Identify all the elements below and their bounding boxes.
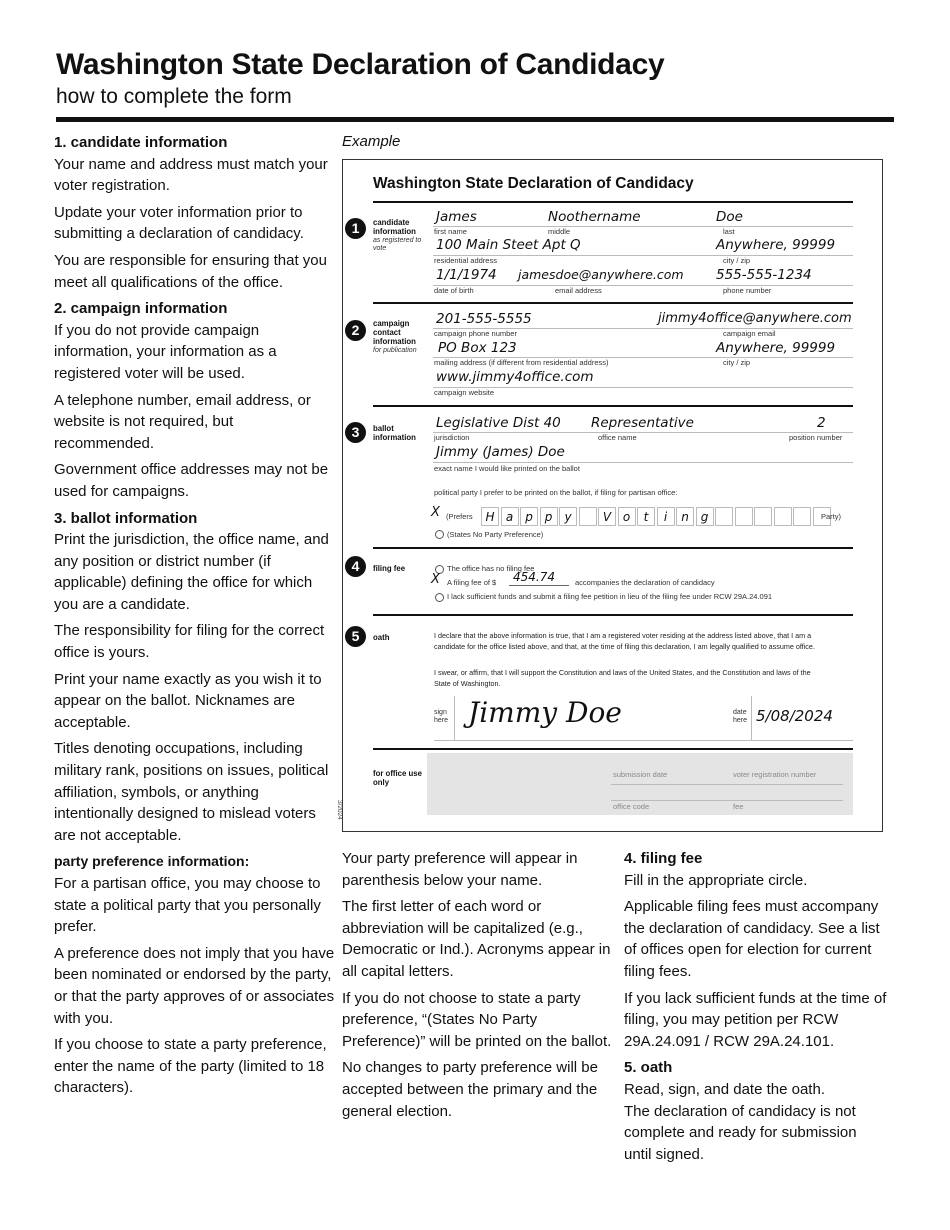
city-caption: city / zip — [723, 256, 751, 265]
fee-caption: fee — [733, 802, 744, 811]
paragraph: Your party preference will appear in parenthesis below your name. — [342, 850, 578, 889]
paragraph: Update your voter information prior to submitting a declaration of candidacy. — [54, 203, 304, 243]
section-heading-candidate: 1. candidate information — [54, 134, 228, 151]
party-suffix: Party) — [821, 512, 842, 521]
paragraph: Read, sign, and date the oath. — [624, 1080, 825, 1098]
fee-option-amount-label: A filing fee of $ — [447, 578, 497, 587]
radio-circle — [435, 593, 444, 602]
section-heading-filing-fee: 4. filing fee — [624, 850, 703, 867]
paragraph: Print the jurisdiction, the office name, and any position or district number (if applicable) defining the office for which you are a candidate. — [54, 531, 329, 613]
section-heading-campaign: 2. campaign information — [54, 300, 228, 318]
dob-value: 1/1/1974 — [436, 267, 497, 283]
paragraph: If you choose to state a party preference, enter the name of the party (limited to 18 characters). — [54, 1036, 327, 1097]
voter-registration-caption: voter registration number — [733, 770, 817, 779]
section-label: candidate information — [373, 218, 416, 236]
field-line — [751, 696, 752, 740]
section-sublabel: for publication — [373, 347, 417, 354]
paragraph: If you lack sufficient funds at the time of filing, you may petition per RCW 29A.24.091 / RCW 29A.24.101. — [624, 989, 887, 1050]
paragraph: Applicable filing fees must accompany the declaration of candidacy. See a list of offices open for election for current filing fees. — [624, 898, 880, 980]
last-name-value: Doe — [716, 209, 743, 225]
section-label: ballot information — [373, 424, 416, 442]
paragraph: Print your name exactly as you wish it to appear on the ballot. Nicknames are acceptable. — [54, 670, 322, 731]
middle-name-caption: middle — [548, 227, 571, 236]
campaign-phone-caption: campaign phone number — [434, 329, 517, 338]
fee-option-amount-suffix: accompanies the declaration of candidacy — [575, 578, 715, 587]
date-value: 5/08/2024 — [756, 707, 833, 725]
ballot-name-caption: exact name I would like printed on the ballot — [434, 464, 580, 473]
submission-date-caption: submission date — [613, 770, 668, 779]
paragraph: Titles denoting occupations, including military rank, positions on issues, political affiliation, symbols, or anything intentionally designed to mislead voters are not acceptable. — [54, 740, 329, 844]
oath-text-affirm: I swear, or affirm, that I will support the Constitution and laws of the United States, and the Constitution and laws of the State of Washington. — [434, 668, 811, 688]
paragraph: The first letter of each word or abbreviation will be capitalized (e.g., Democratic or Ind.). Acronyms appear in all capital letters. — [342, 898, 611, 980]
field-line — [433, 285, 853, 286]
campaign-email-caption: campaign email — [723, 329, 776, 338]
section-heading-ballot: 3. ballot information — [54, 509, 198, 527]
party-char-box: H — [481, 507, 499, 526]
campaign-city-caption: city / zip — [723, 358, 751, 367]
party-char-box — [579, 507, 597, 526]
paragraph: For a partisan office, you may choose to state a political party that you personally prefer. — [54, 875, 321, 936]
party-char-box: n — [676, 507, 694, 526]
instructions-middle-column — [342, 848, 614, 1127]
ballot-name-value: Jimmy (James) Doe — [436, 444, 565, 460]
dob-caption: date of birth — [434, 286, 474, 295]
paragraph: Your name and address must match your voter registration. — [54, 155, 328, 195]
party-char-box: i — [657, 507, 675, 526]
position-caption: position number — [789, 433, 843, 442]
party-char-box — [774, 507, 792, 526]
paragraph: If you do not choose to state a party preference, “(States No Party Preference)” will be printed on the ballot. — [342, 989, 612, 1050]
party-char-box: p — [540, 507, 558, 526]
instructions-left-column — [54, 132, 336, 1104]
party-char-box: V — [598, 507, 616, 526]
campaign-phone-value: 201-555-5555 — [436, 311, 532, 327]
first-name-value: James — [436, 209, 477, 225]
party-char-box — [754, 507, 772, 526]
paragraph: If you do not provide campaign information, your information as a registered voter will be used. — [54, 321, 277, 382]
party-char-box: g — [696, 507, 714, 526]
instructions-right-column — [624, 848, 888, 1170]
field-line — [611, 800, 843, 801]
form-title: Washington State Declaration of Candidacy — [373, 175, 694, 192]
divider — [373, 201, 853, 203]
jurisdiction-caption: jurisdiction — [434, 433, 470, 442]
page-subtitle: how to complete the form — [56, 85, 292, 108]
address-caption: residential address — [434, 256, 497, 265]
office-use-label: for office use only — [373, 769, 422, 787]
fee-option-petition: I lack sufficient funds and submit a filing fee petition in lieu of the filing fee under RCW 29A.24.091 — [447, 592, 773, 601]
field-line — [434, 740, 853, 741]
fee-option-none: The office has no filing fee — [447, 564, 535, 573]
divider — [373, 547, 853, 549]
section-label: filing fee — [373, 564, 406, 573]
field-line — [433, 387, 853, 388]
section-label: oath — [373, 633, 390, 642]
sign-here-label: sign here — [434, 709, 449, 724]
section-number-badge: 2 — [345, 320, 366, 341]
field-line — [509, 585, 569, 586]
divider — [373, 405, 853, 407]
party-char-box: o — [618, 507, 636, 526]
field-line — [433, 462, 853, 463]
field-line — [611, 784, 843, 785]
party-char-box: a — [501, 507, 519, 526]
party-char-box — [735, 507, 753, 526]
section-number-badge: 1 — [345, 218, 366, 239]
address-value: 100 Main Steet Apt Q — [436, 237, 581, 253]
party-mark-x: X — [431, 505, 440, 520]
paragraph: Fill in the appropriate circle. — [624, 871, 808, 889]
fee-amount-value: 454.74 — [513, 570, 555, 584]
mailing-address-value: PO Box 123 — [438, 340, 517, 356]
no-party-preference-label: (States No Party Preference) — [447, 530, 544, 539]
office-name-value: Representative — [591, 415, 694, 431]
paragraph: No changes to party preference will be accepted between the primary and the general election. — [342, 1059, 598, 1120]
paragraph: You are responsible for ensuring that you meet all qualifications of the office. — [54, 251, 327, 291]
last-name-caption: last — [723, 227, 735, 236]
website-caption: campaign website — [434, 388, 495, 397]
paragraph: A preference does not imply that you have been nominated or endorsed by the party, or that the party approves of or associates with you. — [54, 944, 335, 1027]
form-version-code: 3/2024 — [336, 800, 343, 820]
divider — [373, 614, 853, 616]
phone-caption: phone number — [723, 286, 772, 295]
section-number-badge: 3 — [345, 422, 366, 443]
position-value: 2 — [817, 415, 826, 431]
fee-mark-x: X — [431, 572, 440, 587]
oath-text-declaration: I declare that the above information is true, that I am a registered voter residing at the address listed above, that I am a candidate for the office listed above, and that, at the time of filing this declaration, I am legally qualified to assume office. — [434, 631, 815, 651]
campaign-email-value: jimmy4office@anywhere.com — [658, 311, 852, 326]
radio-circle — [435, 530, 444, 539]
section-label: campaign contact information — [373, 319, 416, 346]
divider — [373, 748, 853, 750]
example-label: Example — [342, 133, 401, 150]
page-title: Washington State Declaration of Candidacy — [56, 48, 665, 81]
email-caption: email address — [555, 286, 602, 295]
example-form — [336, 159, 883, 832]
office-name-caption: office name — [598, 433, 637, 442]
email-value: jamesdoe@anywhere.com — [518, 267, 684, 282]
mailing-address-caption: mailing address (if different from residential address) — [434, 358, 609, 367]
paragraph: The declaration of candidacy is not complete and ready for submission until signed. — [624, 1102, 857, 1163]
field-line — [433, 226, 853, 227]
divider — [373, 302, 853, 304]
prefers-label: (Prefers — [446, 512, 473, 521]
campaign-city-value: Anywhere, 99999 — [716, 340, 836, 356]
jurisdiction-value: Legislative Dist 40 — [436, 415, 561, 431]
header-rule — [56, 117, 894, 122]
section-number-badge: 5 — [345, 626, 366, 647]
section-heading-party-preference: party preference information: — [54, 853, 250, 870]
city-value: Anywhere, 99999 — [716, 237, 836, 253]
party-char-box: y — [559, 507, 577, 526]
party-instruction: political party I prefer to be printed on the ballot, if filing for partisan office: — [434, 488, 678, 497]
field-line — [454, 696, 455, 740]
party-char-box — [715, 507, 733, 526]
office-code-caption: office code — [613, 802, 650, 811]
paragraph: The responsibility for filing for the correct office is yours. — [54, 622, 325, 662]
signature: Jimmy Doe — [468, 696, 622, 729]
middle-name-value: Noothername — [548, 209, 641, 225]
first-name-caption: first name — [434, 227, 467, 236]
party-char-box — [793, 507, 811, 526]
phone-value: 555-555-1234 — [716, 267, 812, 283]
section-sublabel: as registered to vote — [373, 237, 422, 252]
paragraph: Government office addresses may not be used for campaigns. — [54, 461, 329, 500]
section-number-badge: 4 — [345, 556, 366, 577]
paragraph: A telephone number, email address, or website is not required, but recommended. — [54, 391, 311, 452]
party-char-box: p — [520, 507, 538, 526]
date-here-label: date here — [733, 709, 748, 724]
section-heading-oath: 5. oath — [624, 1059, 673, 1077]
party-char-box: t — [637, 507, 655, 526]
website-value: www.jimmy4office.com — [436, 369, 594, 385]
